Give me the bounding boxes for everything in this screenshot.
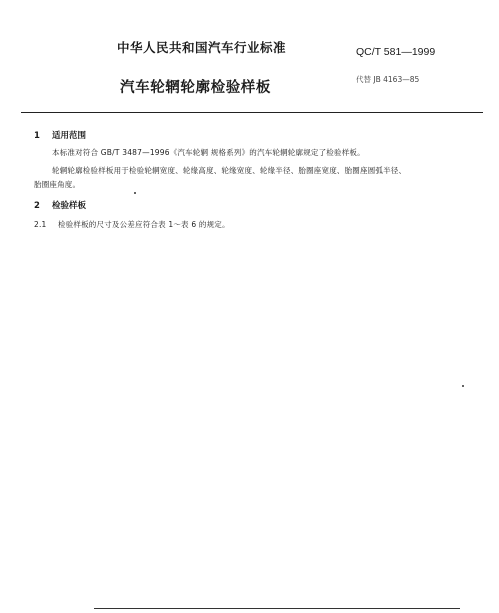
scan-speck bbox=[462, 385, 464, 387]
scan-speck bbox=[134, 192, 136, 194]
clause-text: 检验样板的尺寸及公差应符合表 1～表 6 的规定。 bbox=[58, 220, 230, 229]
scope-paragraph-1: 本标准对符合 GB/T 3487—1996《汽车轮辋 规格系列》的汽车轮辋轮廓规定了检验样板。 bbox=[52, 148, 365, 157]
section-number: 2 bbox=[34, 201, 40, 211]
replaces-note: 代替 JB 4163—85 bbox=[356, 75, 420, 84]
standard-code: QC/T 581—1999 bbox=[356, 46, 436, 58]
section-title: 检验样板 bbox=[52, 201, 87, 211]
clause-2-1 bbox=[34, 219, 230, 230]
scope-paragraph-2: 轮辋轮廓检验样板用于检验轮辋宽度、轮缘高度、轮缘宽度、轮缘半径、胎圈座宽度、胎圈座圆弧半径、 bbox=[52, 166, 407, 175]
page-bottom-rule bbox=[94, 608, 460, 609]
header-divider bbox=[21, 112, 483, 113]
scope-paragraph-2-continued: 胎圈座角度。 bbox=[34, 180, 81, 189]
issuing-org-heading: 中华人民共和国汽车行业标准 bbox=[117, 40, 287, 55]
standard-title: 汽车轮辋轮廓检验样板 bbox=[120, 80, 271, 96]
section-heading-gauge bbox=[34, 199, 86, 211]
section-title: 适用范围 bbox=[52, 131, 87, 141]
section-heading-scope bbox=[34, 129, 86, 141]
clause-number: 2.1 bbox=[34, 220, 47, 229]
section-number: 1 bbox=[34, 131, 40, 141]
